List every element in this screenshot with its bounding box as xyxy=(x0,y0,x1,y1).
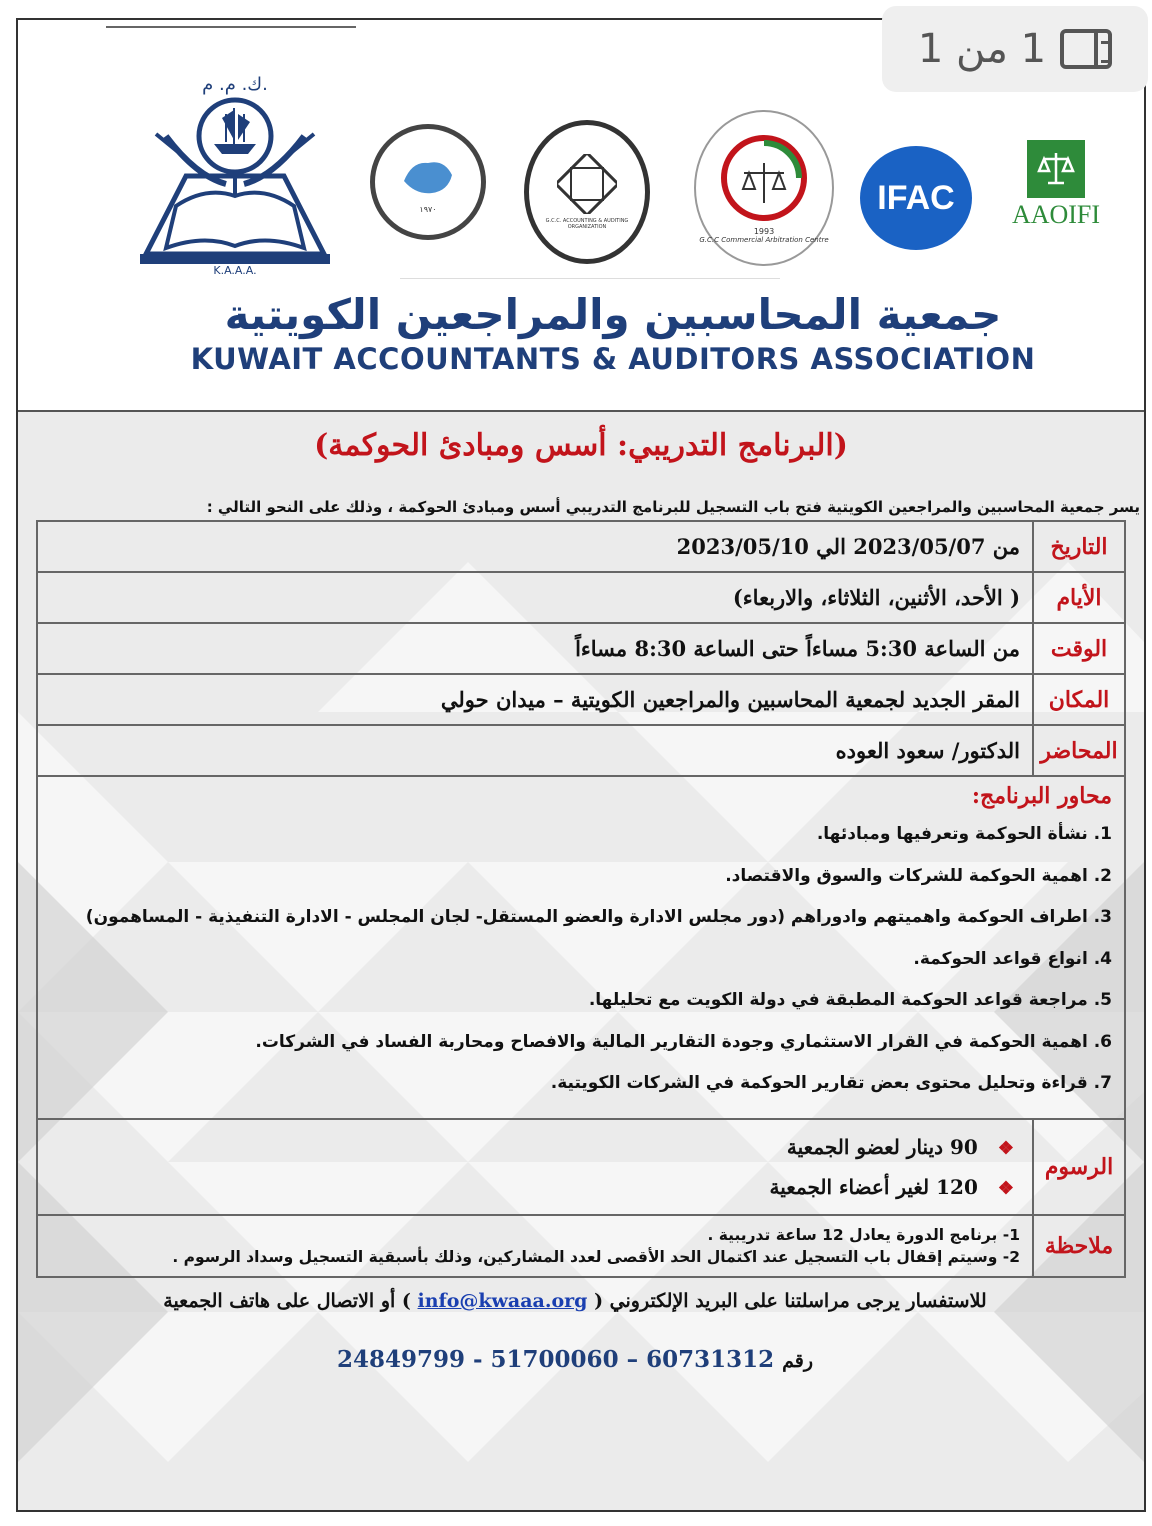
phones-lead: رقم xyxy=(782,1350,814,1372)
association-name-ar: جمعية المحاسبين والمراجعين الكويتية xyxy=(224,290,1002,339)
program-title: (البرنامج التدريبي: أسس ومبادئ الحوكمة) xyxy=(314,428,848,463)
axes-title: محاور البرنامج: xyxy=(971,783,1112,809)
ifac-logo xyxy=(860,146,972,250)
bullet-icon: ❖ xyxy=(997,1137,1014,1159)
gcc-accounting-logo xyxy=(524,120,650,264)
list-item: 3. اطراف الحوكمة واهميتهم وادوراهم (دور مجلس الادارة والعضو المستقل- لجان المجلس - الادارة التنفيذية - المساهمون) xyxy=(85,907,1112,927)
note-value xyxy=(37,1215,1033,1277)
note-item: 1- برنامج الدورة يعادل 12 ساعة تدريبية . xyxy=(707,1225,1020,1244)
list-item: 5. مراجعة قواعد الحوكمة المطبقة في دولة الكويت مع تحليلها. xyxy=(588,990,1112,1010)
date-label: التاريخ xyxy=(1033,521,1125,572)
arab-federation-logo xyxy=(370,124,486,240)
contact-text-after: ) أو الاتصال على هاتف الجمعية xyxy=(163,1290,411,1312)
list-item: 4. انواع قواعد الحوكمة. xyxy=(913,948,1112,969)
contact-line xyxy=(0,1290,1150,1312)
gcc-org-name: G.C.C. ACCOUNTING & AUDITING ORGANIZATION xyxy=(545,218,629,230)
scales-icon xyxy=(1027,140,1085,198)
bullet-icon: ❖ xyxy=(997,1177,1014,1199)
email-link[interactable]: info@kwaaa.org xyxy=(417,1290,588,1312)
phone-numbers: 24849799 - 51700060 – 60731312 xyxy=(336,1346,775,1373)
list-item: 2. اهمية الحوكمة للشركات والسوق والاقتصاد. xyxy=(725,865,1112,886)
program-details-table xyxy=(36,520,1126,1278)
fee-nonmember xyxy=(50,1167,1020,1207)
days-value: ( الأحد، الأثنين، الثلاثاء، والاربعاء) xyxy=(37,572,1033,623)
phones-line xyxy=(0,1346,1150,1373)
table-row xyxy=(37,725,1125,776)
arab-federation-year: ١٩٧٠ xyxy=(419,204,437,214)
list-item: 6. اهمية الحوكمة في القرار الاستثماري وجودة التقارير المالية والافصاح ومحاربة الفساد في الشركات. xyxy=(255,1031,1112,1052)
header-divider xyxy=(400,278,780,279)
kaaa-logo xyxy=(126,56,344,278)
arbitration-name: G.C.C Commercial Arbitration Centre xyxy=(699,235,829,244)
kaaa-initials: ك. م. م. xyxy=(202,74,268,95)
page-indicator-label: 1 من 1 xyxy=(917,26,1047,72)
program-intro: يسر جمعية المحاسبين والمراجعين الكويتية فتح باب التسجيل للبرنامج التدريبي أسس ومبادئ الحوكمة ، وذلك على النحو التالي : xyxy=(206,498,1140,516)
association-name-en: KUWAIT ACCOUNTANTS & AUDITORS ASSOCIATION xyxy=(190,342,1036,376)
time-label: الوقت xyxy=(1033,623,1125,674)
lecturer-label: المحاضر xyxy=(1033,725,1125,776)
ifac-text: IFAC xyxy=(877,178,955,217)
fee-nonmember-text: 120 لغير أعضاء الجمعية xyxy=(769,1174,978,1199)
program-axes-cell xyxy=(37,776,1125,1119)
pages-icon xyxy=(1060,29,1112,69)
place-label: المكان xyxy=(1033,674,1125,725)
table-row xyxy=(37,623,1125,674)
flyer-page xyxy=(16,18,1146,1512)
page-indicator[interactable] xyxy=(882,6,1148,92)
table-row xyxy=(37,1119,1125,1215)
lecturer-value: الدكتور/ سعود العوده xyxy=(37,725,1033,776)
time-value: من الساعة 5:30 مساءاً حتى الساعة 8:30 مساءاً xyxy=(37,623,1033,674)
top-rule xyxy=(106,26,356,28)
kaaa-abbr: K.A.A.A. xyxy=(213,264,257,277)
note-label: ملاحظة xyxy=(1033,1215,1125,1277)
date-value: من 2023/05/07 الي 2023/05/10 xyxy=(37,521,1033,572)
list-item: 1. نشأة الحوكمة وتعرفيها ومبادئها. xyxy=(816,824,1112,844)
arbitration-year: 1993 xyxy=(753,226,775,236)
arbitration-centre-logo xyxy=(694,110,834,266)
fees-value xyxy=(37,1119,1033,1215)
fee-member-text: 90 دينار لعضو الجمعية xyxy=(786,1134,978,1159)
place-value: المقر الجديد لجمعية المحاسبين والمراجعين الكويتية – ميدان حولي xyxy=(37,674,1033,725)
note-item: 2- وسيتم إقفال باب التسجيل عند اكتمال الحد الأقصى لعدد المشاركين، وذلك بأسبقية التسجيل وسداد الرسوم . xyxy=(172,1247,1020,1266)
fees-label: الرسوم xyxy=(1033,1119,1125,1215)
table-row xyxy=(37,572,1125,623)
list-item: 7. قراءة وتحليل محتوى بعض تقارير الحوكمة في الشركات الكويتية. xyxy=(550,1073,1112,1093)
aaoifi-text: AAOIFI xyxy=(1011,200,1101,229)
aaoifi-logo xyxy=(998,140,1114,268)
days-label: الأيام xyxy=(1033,572,1125,623)
table-row xyxy=(37,776,1125,1119)
table-row xyxy=(37,1215,1125,1277)
contact-text-before: للاستفسار يرجى مراسلتنا على البريد الإلكتروني ( xyxy=(594,1290,987,1312)
table-row xyxy=(37,674,1125,725)
table-row xyxy=(37,521,1125,572)
fee-member xyxy=(50,1127,1020,1167)
